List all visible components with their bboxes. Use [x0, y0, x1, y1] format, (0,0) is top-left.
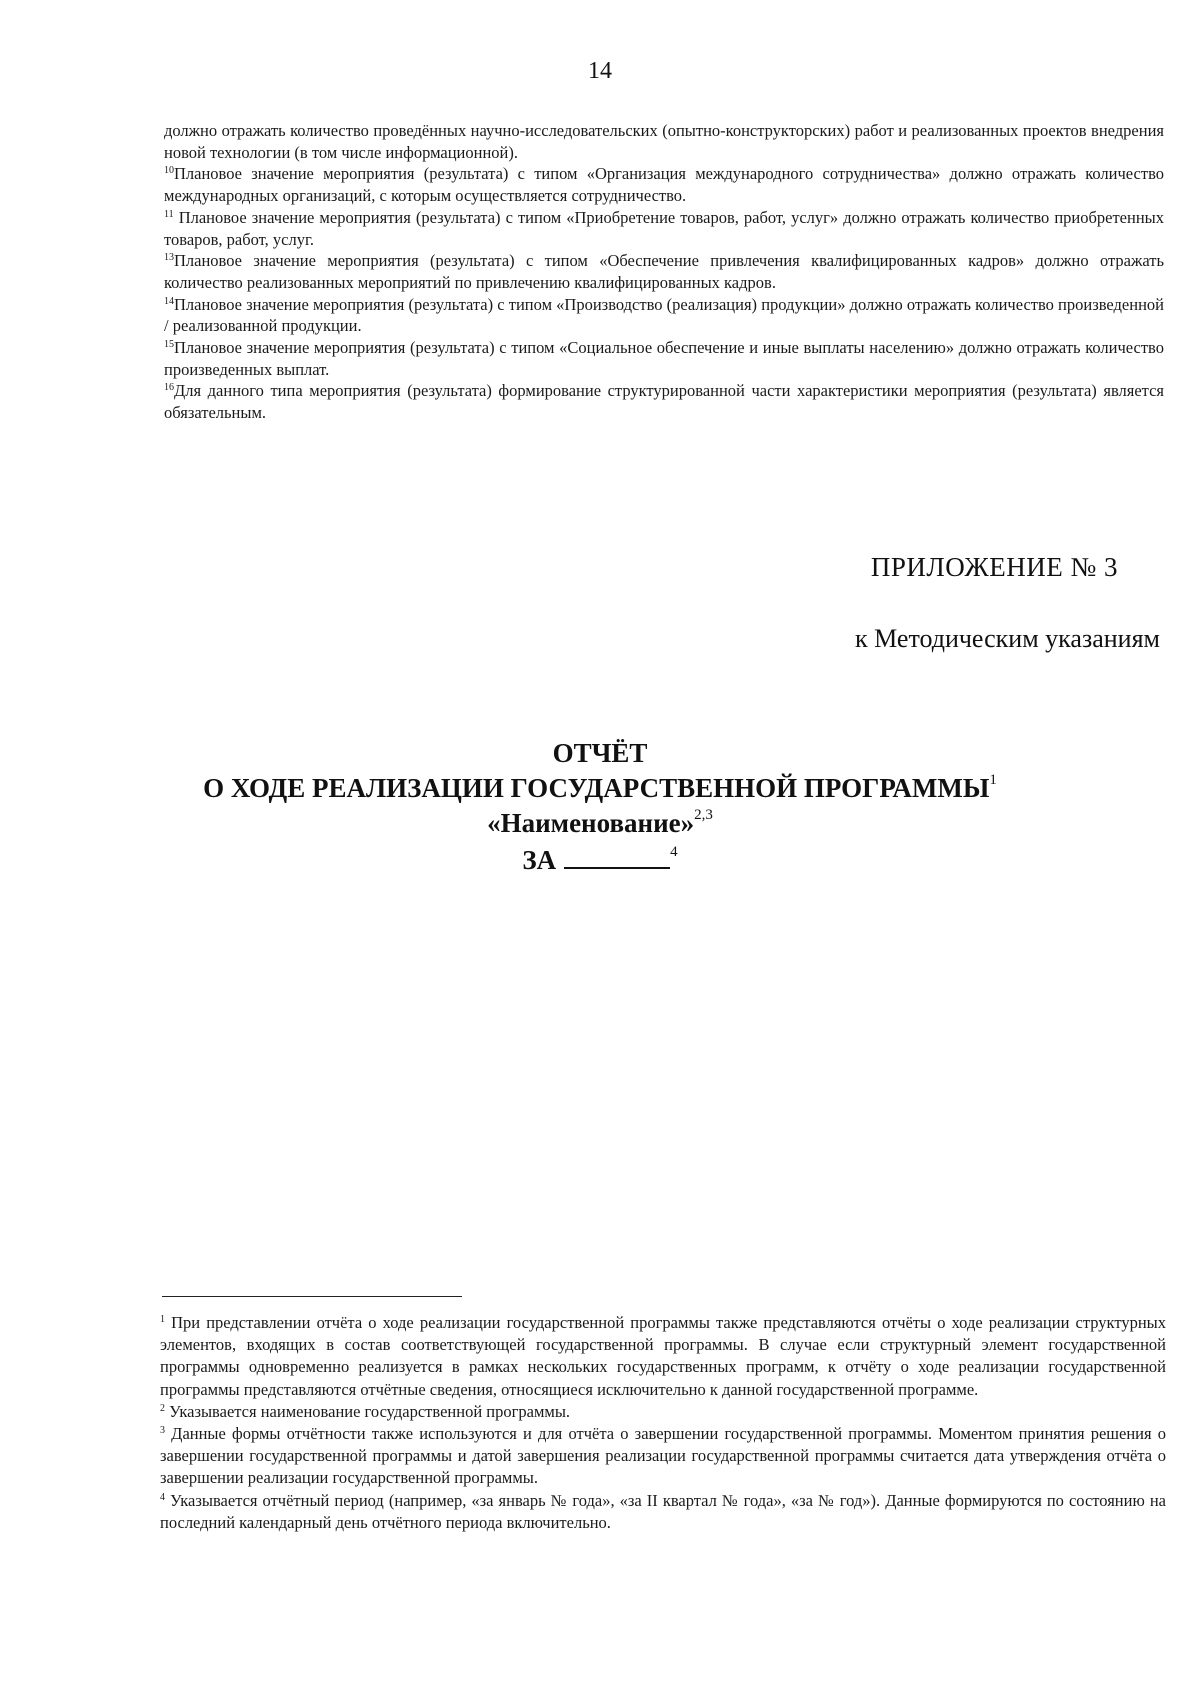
- footnote-14: [164, 294, 1164, 337]
- report-subject: О ХОДЕ РЕАЛИЗАЦИИ ГОСУДАРСТВЕННОЙ ПРОГРАММЫ$^1$: [203, 772, 997, 803]
- page-number: 14: [588, 58, 612, 84]
- footnote-text: Для данного типа мероприятия (результата) формирование структурированной части характеристики мероприятия (результата) является обязательным.: [164, 381, 1164, 423]
- report-title: ОТЧЁТ: [552, 738, 648, 768]
- footnote-text: Указывается отчётный период (например, «за январь № года», «за II квартал № года», «за № год»). Данные формируются по состоянию на последний календарный день отчётного периода включительно.: [160, 1490, 1166, 1532]
- footnote-mark: 3: [160, 1425, 165, 1437]
- footnote-mark: 11: [164, 208, 174, 220]
- footnote-continuation: [164, 120, 1164, 163]
- footnote-10: [164, 163, 1164, 206]
- footnote-text: Плановое значение мероприятия (результата) с типом «Обеспечение привлечения квалифицированных кадров» должно отражать количество реализованных мероприятий по привлечению квалифицированных кадров.: [164, 251, 1164, 292]
- footnote-mark: 4: [160, 1491, 165, 1503]
- footnote-15: [164, 337, 1164, 380]
- footnote-text: Плановое значение мероприятия (результата) с типом «Социальное обеспечение и иные выплаты населению» должно отражать количество произведенных выплат.: [164, 338, 1164, 379]
- footnote-ref: 2,3: [694, 807, 713, 823]
- footnote-text: Плановое значение мероприятия (результата) с типом «Производство (реализация) продукции» должно отражать количество произведенной / реализованной продукции.: [164, 294, 1164, 336]
- report-period: ЗА $^4$: [0, 841, 1200, 878]
- footnote-mark: 10: [164, 165, 174, 177]
- footnote-text: Данные формы отчётности также используются и для отчёта о завершении государственной программы. Моментом принятия решения о завершении государственной программы и датой завершения реализации государственной программы считается дата утверждения отчёта о завершении реализации государственной программы.: [160, 1424, 1166, 1488]
- footnote-3: [160, 1423, 1166, 1490]
- program-name: «Наименование»$^{2,3}$: [487, 807, 713, 838]
- continued-footnotes: [164, 120, 1164, 424]
- footnote-4: [160, 1490, 1166, 1534]
- footnote-mark: 1: [160, 1314, 165, 1325]
- footnotes: [160, 1312, 1166, 1534]
- footnote-13: [164, 250, 1164, 293]
- footnote-text: При представлении отчёта о ходе реализации государственной программы также представляются отчёты о ходе реализации структурных элементов, входящих в состав соответствующей государственной программы. В случае если структурный элемент государственной программы одновременно реализуется в рамках нескольких государственных программ, к отчёту о ходе реализации государственной программы представляются отчётные сведения, относящиеся исключительно к данной государственной программе.: [160, 1313, 1166, 1399]
- footnote-separator: [162, 1296, 462, 1297]
- footnote-1: [160, 1312, 1166, 1401]
- footnote-text: Плановое значение мероприятия (результата) с типом «Приобретение товаров, работ, услуг» должно отражать количество приобретенных товаров, работ, услуг.: [164, 207, 1164, 249]
- footnote-mark: 16: [164, 382, 174, 394]
- footnote-mark: 15: [164, 339, 174, 351]
- footnote-2: [160, 1401, 1166, 1423]
- footnote-text: должно отражать количество проведённых научно-исследовательских (опытно-конструкторских) работ и реализованных проектов внедрения новой технологии (в том числе информационной).: [164, 121, 1164, 162]
- footnote-text: Плановое значение мероприятия (результата) с типом «Организация международного сотрудничества» должно отражать количество международных организаций, с которым осуществляется сотрудничество.: [164, 164, 1164, 206]
- report-heading: [0, 736, 1200, 878]
- period-blank-line: [564, 841, 670, 869]
- appendix-title: ПРИЛОЖЕНИЕ № 3: [870, 552, 1118, 582]
- footnote-16: [164, 380, 1164, 423]
- footnote-mark: 13: [164, 252, 174, 264]
- appendix-subtitle: к Методическим указаниям: [855, 624, 1160, 653]
- footnote-11: [164, 207, 1164, 250]
- footnote-mark: 14: [164, 295, 174, 307]
- footnote-ref: 4: [670, 844, 678, 860]
- footnote-ref: 1: [989, 772, 997, 788]
- footnote-mark: 2: [160, 1402, 165, 1414]
- footnote-text: Указывается наименование государственной программы.: [165, 1401, 571, 1421]
